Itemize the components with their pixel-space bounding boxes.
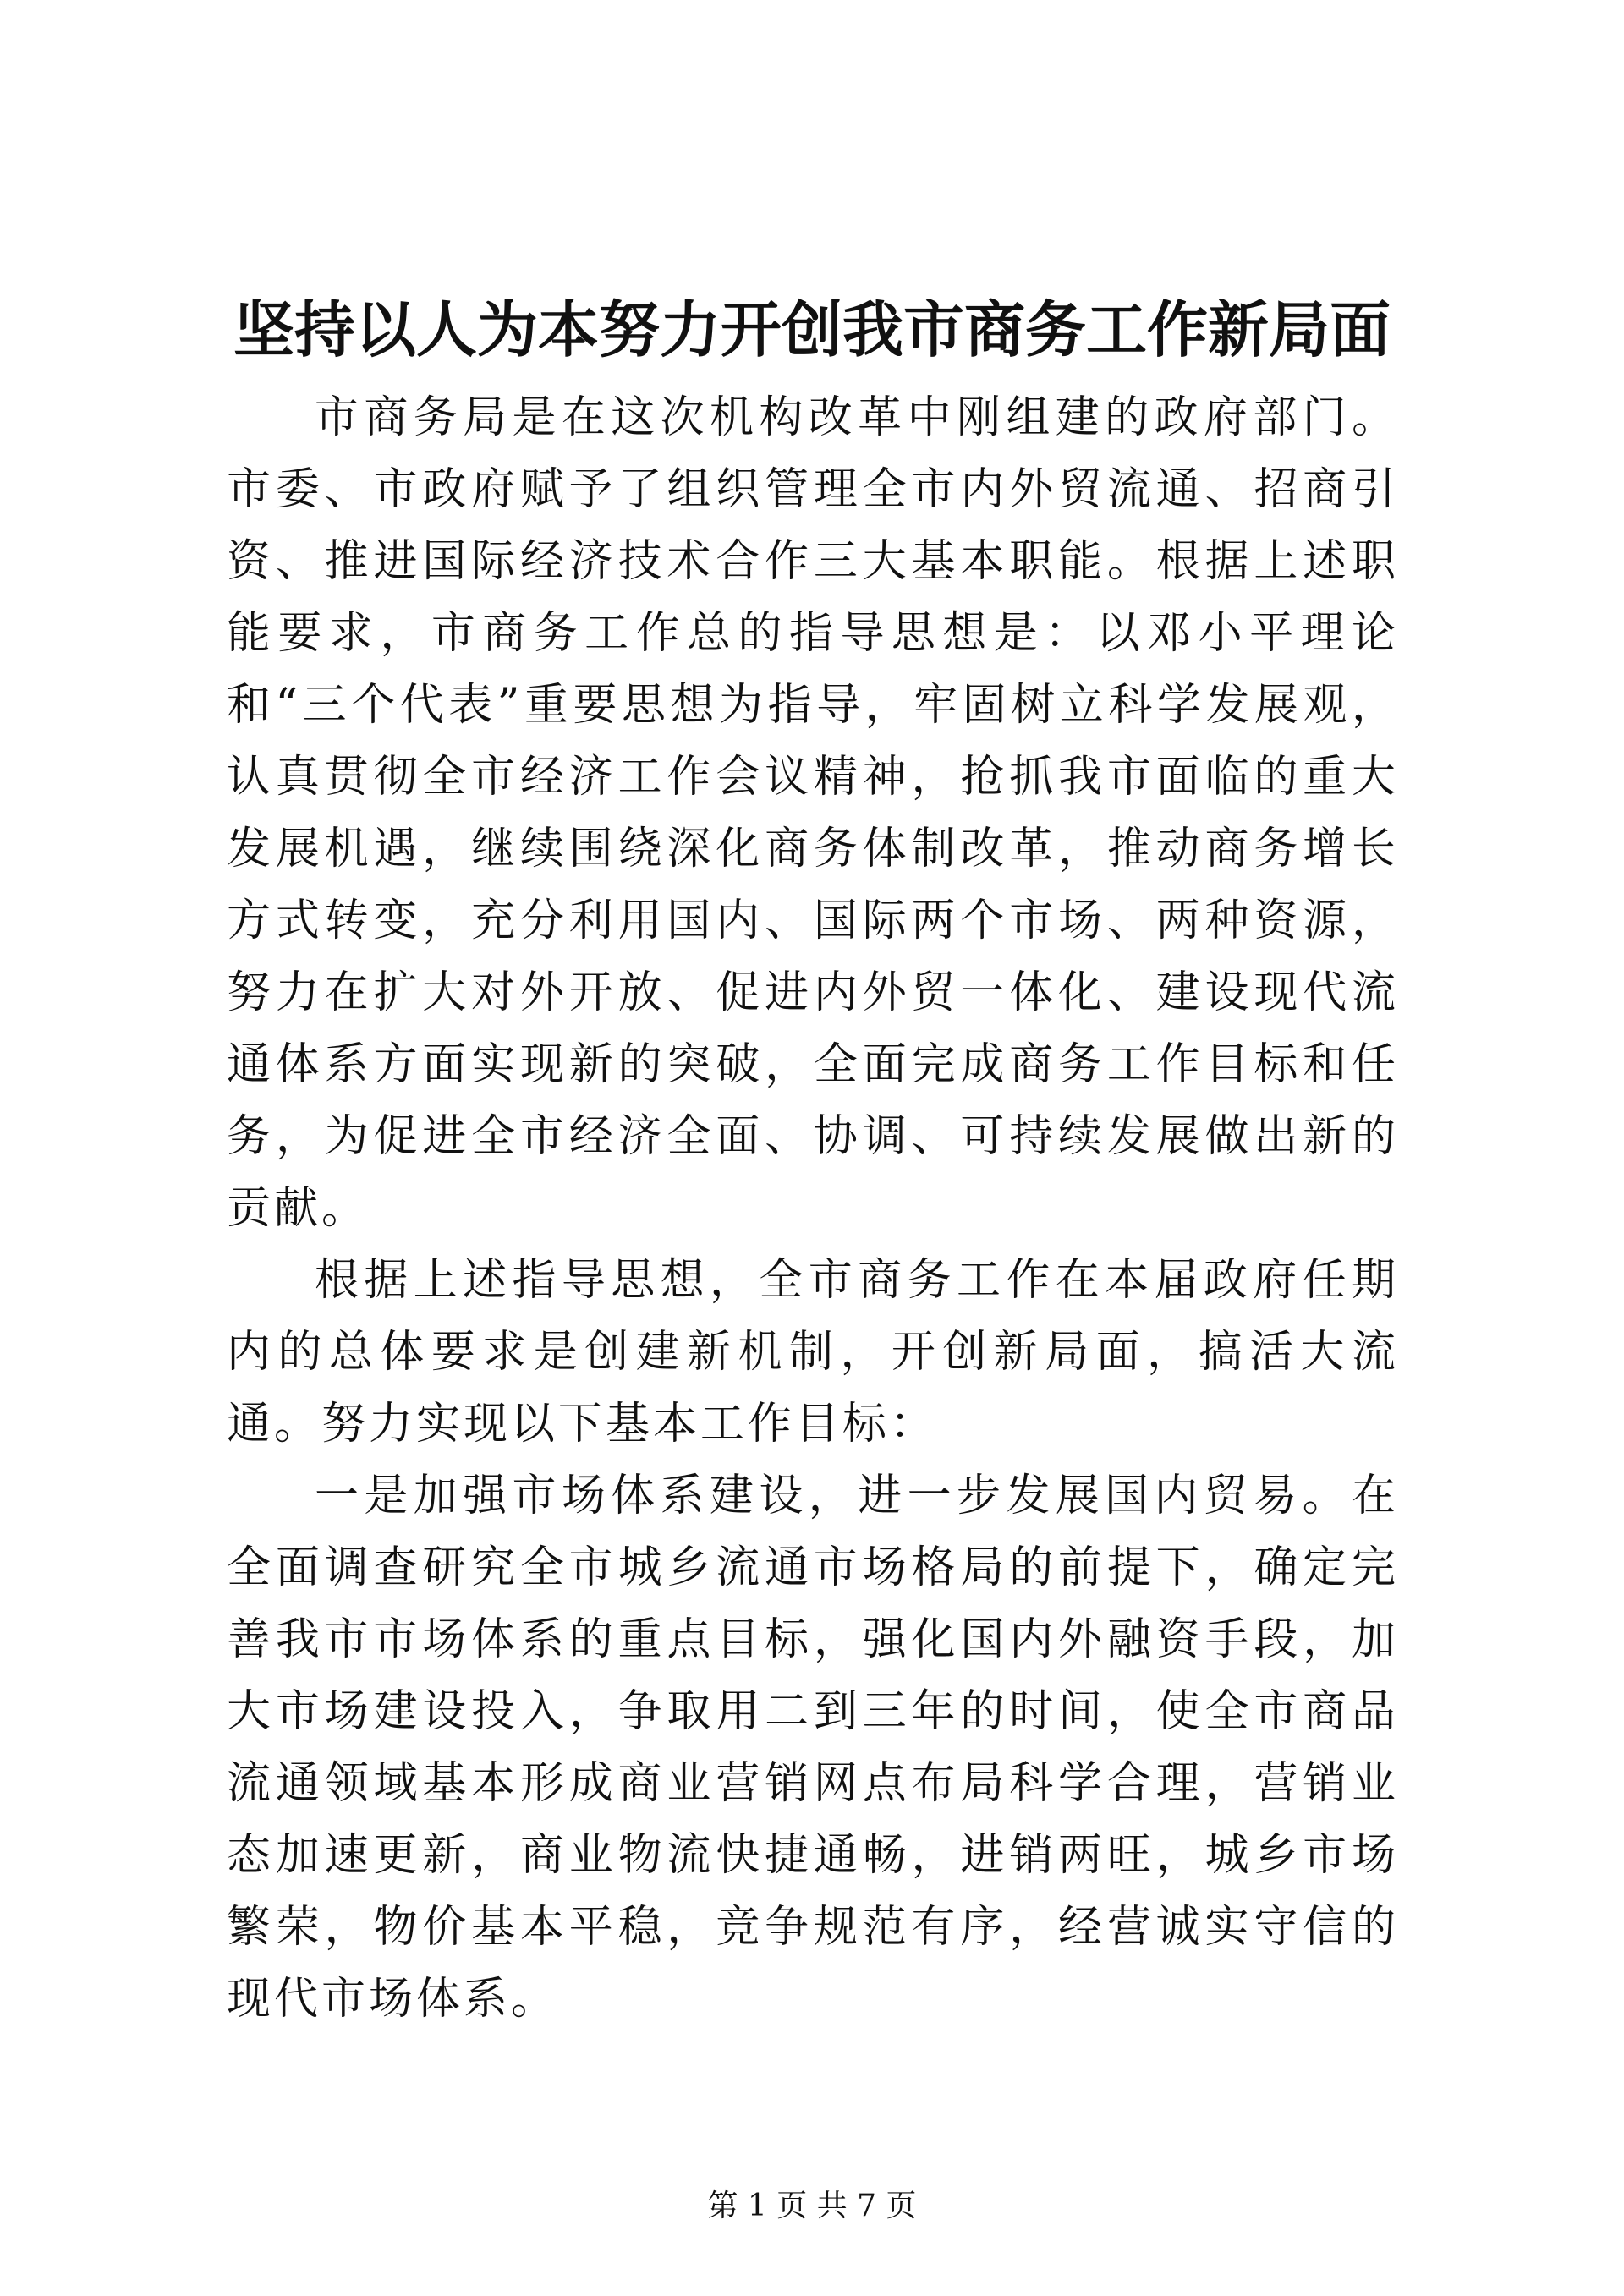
document-body [227, 382, 1399, 2036]
paragraph-2: 根据上述指导思想，全市商务工作在本届政府任期内的总体要求是创建新机制，开创新局面，搞活大流通。努力实现以下基本工作目标： [227, 1255, 1399, 1449]
paragraph-3: 一是加强市场体系建设，进一步发展国内贸易。在全面调查研究全市城乡流通市场格局的前提下，确定完善我市市场体系的重点目标，强化国内外融资手段，加大市场建设投入，争取用二到三年的时间，使全市商品流通领域基本形成商业营销网点布局科学合理，营销业态加速更新，商业物流快捷通畅，进销两旺，城乡市场繁荣，物价基本平稳，竞争规范有序，经营诚实守信的现代市场体系。 [227, 1471, 1399, 2025]
document-title: 坚持以人为本努力开创我市商务工作新局面 [233, 293, 1391, 365]
paragraph-1: 市商务局是在这次机构改革中刚组建的政府部门。市委、市政府赋予了组织管理全市内外贸流通、招商引资、推进国际经济技术合作三大基本职能。根据上述职能要求，市商务工作总的指导思想是：以邓小平理论和“三个代表”重要思想为指导，牢固树立科学发展观，认真贯彻全市经济工作会议精神，抢抓我市面临的重大发展机遇，继续围绕深化商务体制改革，推动商务增长方式转变，充分利用国内、国际两个市场、两种资源，努力在扩大对外开放、促进内外贸一体化、建设现代流通体系方面实现新的突破，全面完成商务工作目标和任务，为促进全市经济全面、协调、可持续发展做出新的贡献。 [227, 392, 1399, 1234]
page-footer [0, 2186, 1624, 2227]
page-number: 第 1 页 共 7 页 [707, 2189, 917, 2223]
